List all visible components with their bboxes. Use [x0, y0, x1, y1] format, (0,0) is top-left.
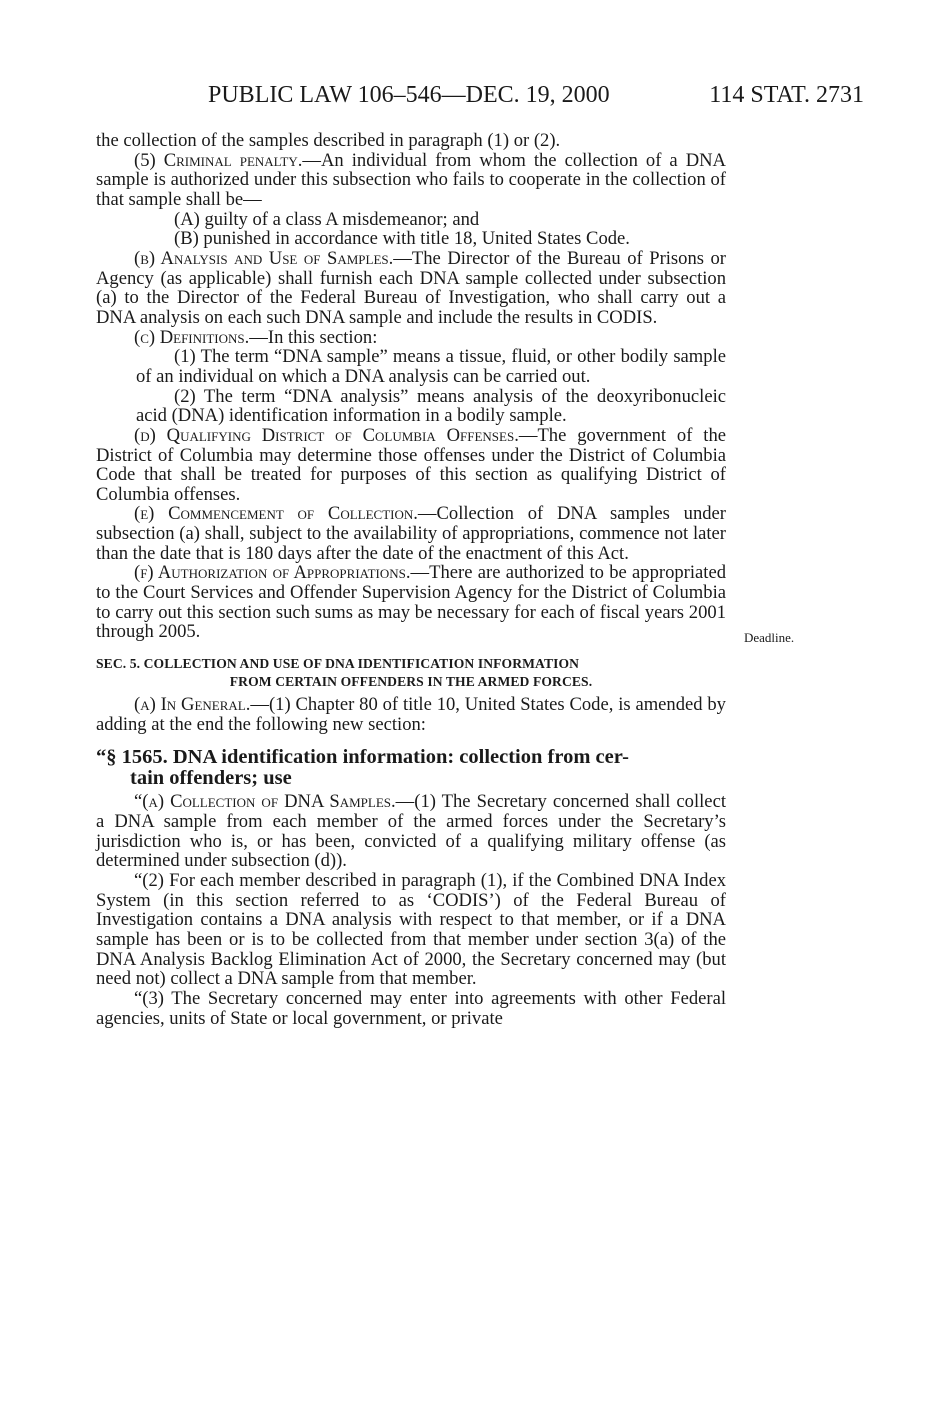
- paragraph-text: —There are authorized to be appropriated to the Court Services and Offender Supervision Agency for the District of Columbia to carry out this section such sums as may be necessary for each of fiscal years 2001 through 2005.: [96, 562, 726, 643]
- code-section-title-line-2: tain offenders; use: [130, 767, 292, 790]
- paragraph: “(3) The Secretary concerned may enter into agreements with other Federal agencies, units of State or local government, or private: [96, 987, 726, 1029]
- paragraph-heading: (f) Authorization of Appropriations.: [134, 562, 411, 584]
- paragraph-heading: “(a) Collection of DNA Samples.: [134, 791, 396, 813]
- paragraph-heading: (e) Commencement of Collection.: [134, 503, 418, 525]
- paragraph-text: —Collection of DNA samples under subsection (a) shall, subject to the availability of appropriations, commence not later than the date that is 180 days after the date of the enactment of this Act.: [96, 503, 727, 564]
- margin-note: Deadline.: [744, 630, 795, 645]
- paragraph-text: —(1) Chapter 80 of title 10, United States Code, is amended by adding at the end the following new section:: [96, 694, 726, 735]
- running-title: PUBLIC LAW 106–546—DEC. 19, 2000: [208, 82, 610, 108]
- statute-page-number: 114 STAT. 2731: [709, 82, 864, 108]
- paragraph: [96, 792, 726, 871]
- code-section-title: [96, 747, 726, 789]
- section-heading-line-2: FROM CERTAIN OFFENDERS IN THE ARMED FORCES.: [229, 674, 593, 690]
- paragraph-heading: (c) Definitions.: [134, 326, 250, 348]
- paragraph: [96, 695, 726, 734]
- paragraph: [96, 328, 726, 348]
- paragraph-heading: (a) In General.: [134, 694, 251, 716]
- paragraph-text: —The Director of the Bureau of Prisons or Agency (as applicable) shall furnish each DNA sample collected under subsection (a) to the Director of the Federal Bureau of Investigation, who shall carry out a DNA analysis on each such DNA sample and include the results in CODIS.: [96, 247, 726, 328]
- paragraph-heading: (d) Qualifying District of Columbia Offenses.: [134, 424, 519, 446]
- paragraph-text: —(1) The Secretary concerned shall collect a DNA sample from each member of the armed forces under the Secretary’s jurisdiction who is, or has been, convicted of a qualifying military offense (as determined under subsection (d)).: [96, 791, 726, 872]
- paragraph: (B) punished in accordance with title 18, United States Code.: [174, 228, 630, 250]
- paragraph: “(2) For each member described in paragraph (1), if the Combined DNA Index System (in this section referred to as ‘CODIS’) of the Federal Bureau of Investigation contains a DNA analysis with respect to that member, or if a DNA sample has been or is to be collected from that member under section 3(a) of the DNA Analysis Backlog Elimination Act of 2000, the Secretary concerned may (but need not) collect a DNA sample from that member.: [96, 870, 726, 990]
- page-header: [208, 82, 864, 116]
- paragraph-text: —An individual from whom the collection of a DNA sample is authorized under this subsection who fails to cooperate in the collection of that sample shall be—: [96, 149, 726, 210]
- paragraph-heading: (b) Analysis and Use of Samples.: [134, 247, 394, 269]
- paragraph: (2) The term “DNA analysis” means analysis of the deoxyribonucleic acid (DNA) identification information in a bodily sample.: [136, 385, 726, 427]
- section-heading: [96, 655, 726, 695]
- paragraph: [96, 151, 726, 210]
- paragraph: [96, 249, 726, 328]
- paragraph-text: —The government of the District of Columbia may determine those offenses under the District of Columbia Code that shall be treated for purposes of this section as qualifying District of Columbia offenses.: [96, 424, 727, 505]
- paragraph: [96, 426, 726, 505]
- paragraph-text: —In this section:: [249, 326, 378, 348]
- paragraph-heading: (5) Criminal penalty.: [134, 149, 303, 171]
- paragraph: the collection of the samples described in paragraph (1) or (2).: [96, 130, 561, 151]
- paragraph: [96, 504, 726, 563]
- paragraph: (A) guilty of a class A misdemeanor; and: [174, 208, 480, 230]
- paragraph: [96, 563, 726, 642]
- code-section-title-line-1: “§ 1565. DNA identification information: collection from cer-: [96, 746, 629, 769]
- section-heading-line-1: SEC. 5. COLLECTION AND USE OF DNA IDENTIFICATION INFORMATION: [96, 656, 580, 672]
- paragraph: (1) The term “DNA sample” means a tissue, fluid, or other bodily sample of an individual on which a DNA analysis can be carried out.: [136, 346, 726, 387]
- document-body: [96, 131, 726, 1028]
